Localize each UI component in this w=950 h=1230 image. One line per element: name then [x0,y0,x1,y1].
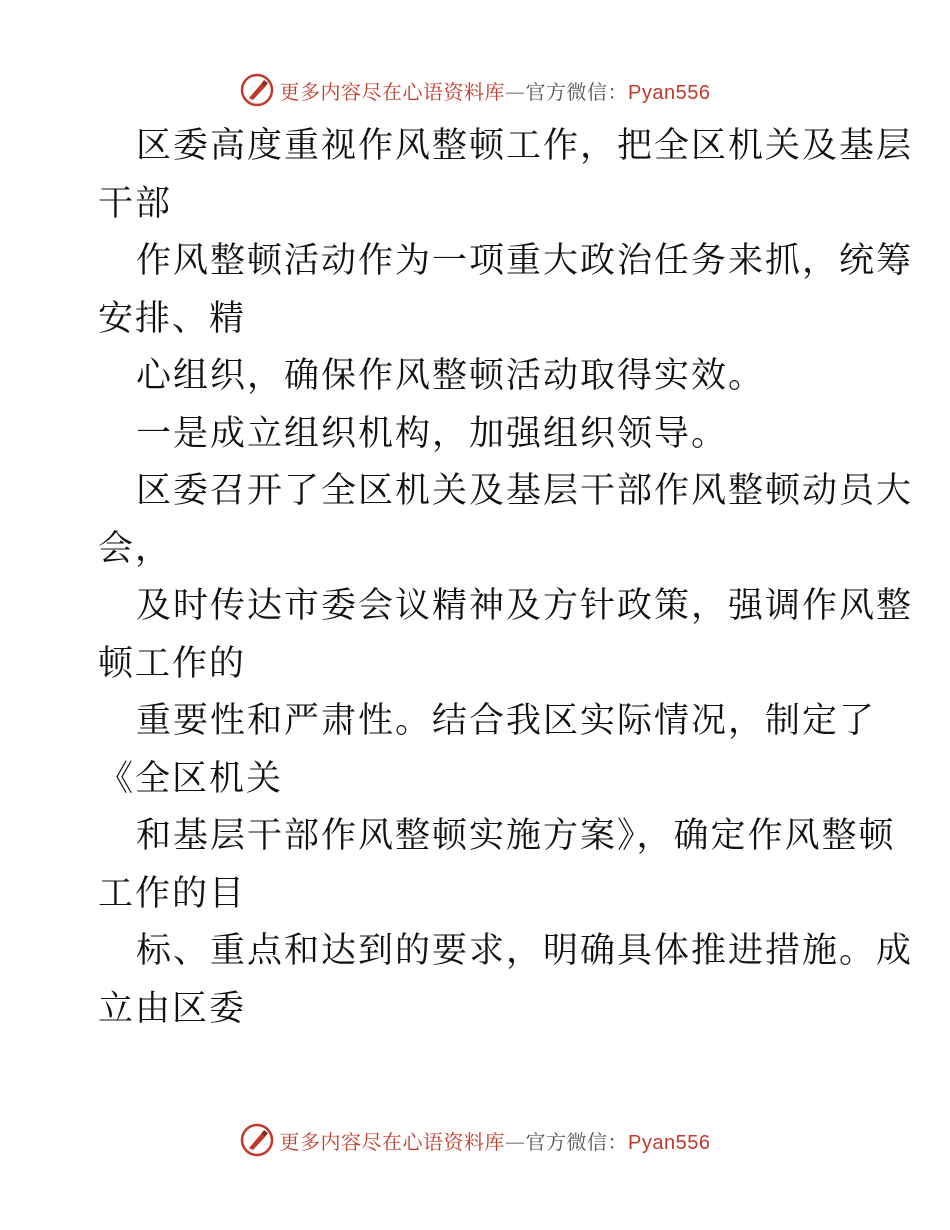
text-line: 心组织，确保作风整顿活动取得实效。 [136,356,766,396]
watermark-text [280,1126,711,1155]
text-line: 会， [98,528,173,569]
text-line: 区委高度重视作风整顿工作，把全区机关及基层 [136,126,914,166]
text-line: 安排、精 [98,298,247,339]
text-line: 作风整顿活动作为一项重大政治任务来抓，统筹 [136,241,914,281]
text-line: 和基层干部作风整顿实施方案》，确定作风整顿 [136,816,896,856]
text-line: 立由区委 [98,988,247,1029]
document-body [98,118,914,1038]
text-line: 重要性和严肃性。结合我区实际情况，制定了 [136,701,877,741]
text-line: 《全区机关 [98,758,284,799]
text-line: 工作的目 [98,873,247,914]
pen-logo-icon [240,73,274,107]
watermark-account: Pyan556 [628,81,711,104]
watermark-text [280,76,711,105]
watermark-dash: — [505,79,526,104]
pen-logo-icon [240,1123,274,1157]
text-line: 顿工作的 [98,643,247,684]
header-watermark [0,70,950,110]
text-line: 及时传达市委会议精神及方针政策，强调作风整 [136,586,914,626]
text-line: 一是成立组织机构，加强组织领导。 [136,413,729,454]
text-line: 区委召开了全区机关及基层干部作风整顿动员大 [136,471,914,511]
watermark-brand: 更多内容尽在心语资料库 [279,79,506,104]
footer-watermark [0,1120,950,1160]
watermark-account: Pyan556 [628,1131,711,1154]
text-line: 标、重点和达到的要求，明确具体推进措施。成 [136,931,914,971]
watermark-brand: 更多内容尽在心语资料库 [279,1129,506,1154]
watermark-label: 官方微信： [525,79,629,104]
watermark-label: 官方微信： [525,1129,629,1154]
text-line: 干部 [98,183,173,224]
watermark-dash: — [505,1129,526,1154]
